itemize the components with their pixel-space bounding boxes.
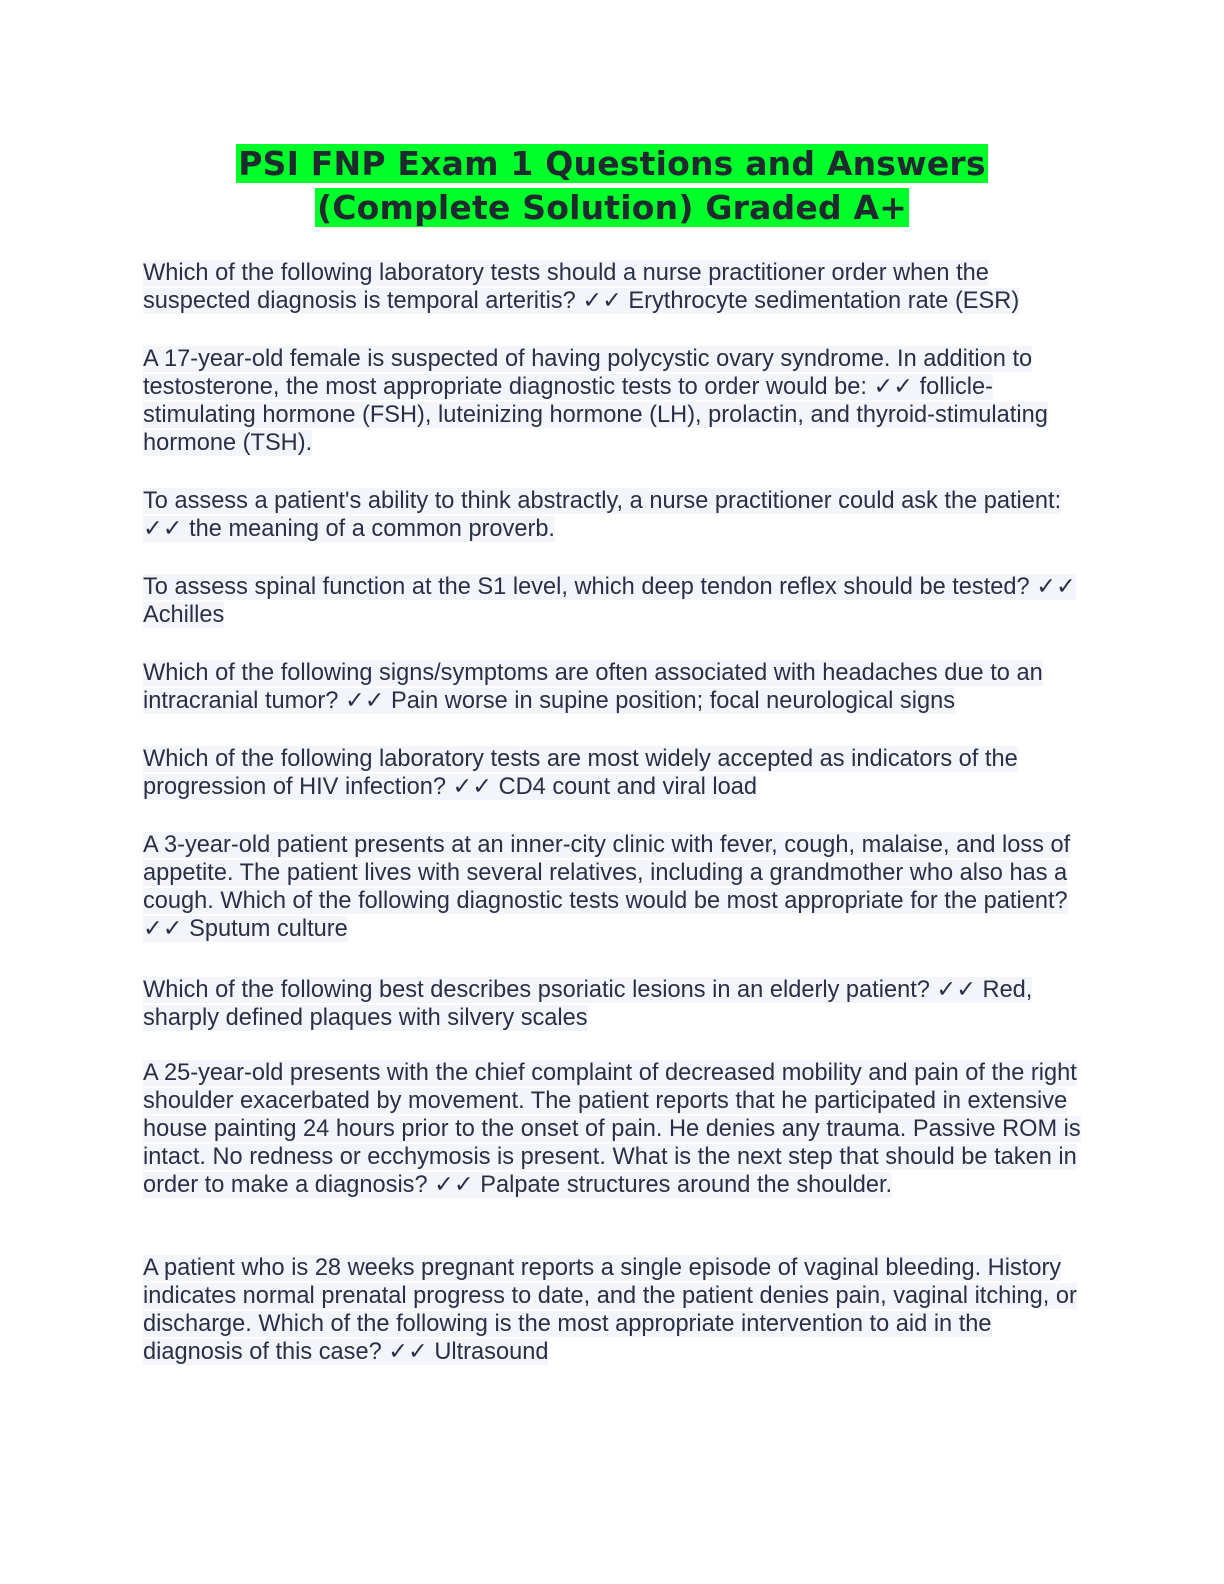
- qa-text: A 25-year-old presents with the chief complaint of decreased mobility and pain of the right shoulder exacerbated by movement. The patient reports that he participated in extensive house painting 24 hours prior to the onset of pain. He denies any trauma. Passive ROM is intact. No redness or ecchymosis is present. What is the next step that should be taken in order to make a diagnosis? ✓✓ Palpate structures around the shoulder.: [143, 1060, 1081, 1198]
- qa-text: A patient who is 28 weeks pregnant reports a single episode of vaginal bleeding. History indicates normal prenatal progress to date, and the patient denies pain, vaginal itching, or discharge. Which of the following is the most appropriate intervention to aid in the diagnosis of this case? ✓✓ Ultrasound: [143, 1255, 1077, 1365]
- qa-text: To assess spinal function at the S1 level, which deep tendon reflex should be tested? ✓✓ Achilles: [143, 574, 1076, 628]
- document-title: [143, 142, 1081, 230]
- qa-item: [143, 659, 1083, 715]
- qa-text: Which of the following laboratory tests are most widely accepted as indicators of the progression of HIV infection? ✓✓ CD4 count and viral load: [143, 746, 1018, 800]
- qa-item: [143, 745, 1083, 801]
- qa-item: [143, 345, 1083, 457]
- qa-item: [143, 976, 1083, 1032]
- qa-text: A 17-year-old female is suspected of having polycystic ovary syndrome. In addition to testosterone, the most appropriate diagnostic tests to order would be: ✓✓ follicle-stimulating hormone (FSH), luteinizing hormone (LH), prolactin, and thyroid-stimulating hormone (TSH).: [143, 346, 1048, 456]
- qa-text: Which of the following best describes psoriatic lesions in an elderly patient? ✓✓ Red, sharply defined plaques with silvery scales: [143, 977, 1033, 1031]
- qa-item: [143, 831, 1083, 943]
- qa-text: Which of the following signs/symptoms are often associated with headaches due to an intracranial tumor? ✓✓ Pain worse in supine position; focal neurological signs: [143, 660, 1043, 714]
- qa-text: A 3-year-old patient presents at an inner-city clinic with fever, cough, malaise, and loss of appetite. The patient lives with several relatives, including a grandmother who also has a cough. Which of the following diagnostic tests would be most appropriate for the patient? ✓✓ Sputum culture: [143, 832, 1071, 942]
- document-title-text: PSI FNP Exam 1 Questions and Answers (Complete Solution) Graded A+: [238, 144, 986, 227]
- title-block: [143, 142, 1081, 230]
- qa-item: [143, 1059, 1083, 1199]
- qa-text: Which of the following laboratory tests should a nurse practitioner order when the suspected diagnosis is temporal arteritis? ✓✓ Erythrocyte sedimentation rate (ESR): [143, 260, 1020, 314]
- qa-item: [143, 1254, 1083, 1366]
- qa-item: [143, 487, 1083, 543]
- qa-text: To assess a patient's ability to think abstractly, a nurse practitioner could ask the patient: ✓✓ the meaning of a common proverb.: [143, 488, 1062, 542]
- qa-item: [143, 259, 1083, 315]
- qa-item: [143, 573, 1083, 629]
